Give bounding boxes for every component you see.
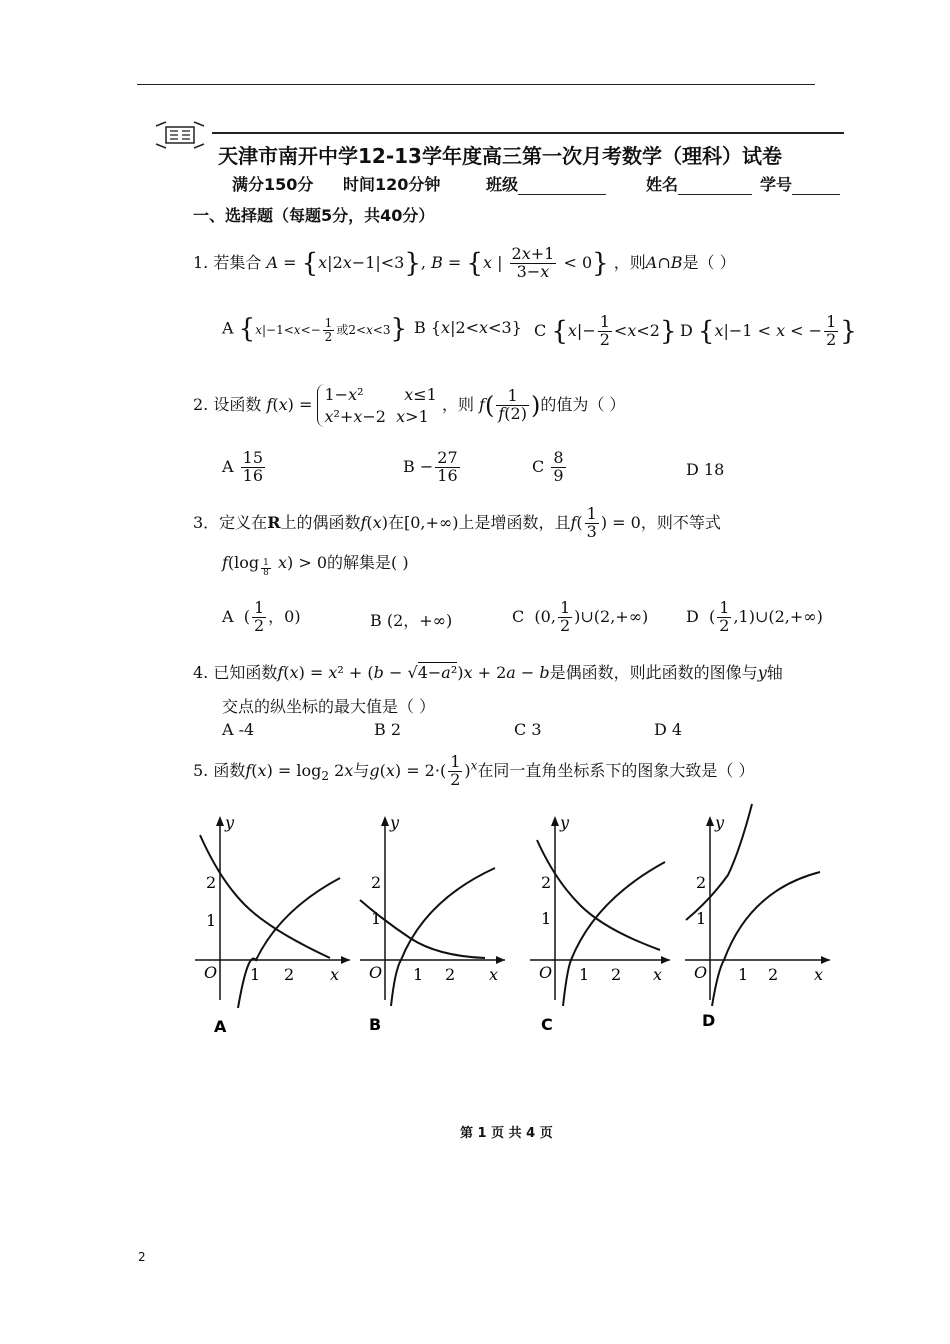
question-3-line1: 3．定义在R上的偶函数f(x)在[0,+∞)上是增函数，且f( $\frac{1}{3}$ ) = 0，则不等式 (193, 504, 721, 541)
graph-b-tick-y1: 1 (371, 909, 382, 928)
q2-option-b-den: 16 (437, 465, 458, 485)
q4-option-b[interactable]: B 2 (374, 720, 402, 739)
graph-d-tick-x2: 2 (768, 965, 779, 984)
section-heading: 一、选择题（每题5分，共40分） (193, 206, 435, 225)
q2-option-a-den: 16 (242, 465, 264, 485)
graph-d-tick-x1: 1 (738, 965, 749, 984)
graph-b-tick-x1: 1 (413, 965, 424, 984)
q3-line1-d: 上是增函数，且 (458, 512, 571, 532)
q1-stem-c: 是（ ） (682, 252, 736, 272)
graph-b-label: B (369, 1015, 382, 1034)
q2-option-a-letter: A (222, 456, 234, 476)
graph-c-origin: O (539, 963, 553, 982)
id-blank[interactable] (792, 180, 840, 195)
graph-c-y-label: y (560, 813, 570, 832)
q4-line1-b: 是偶函数，则此函数的图像与 (549, 663, 758, 682)
q3-option-c[interactable]: C (0, $\frac{1}{2}$ )∪(2,+∞) (512, 598, 649, 635)
q4-option-a[interactable]: A -4 (222, 720, 255, 739)
graph-a[interactable] (195, 813, 350, 1036)
q3-line1-a: 3．定义在 (193, 512, 268, 532)
graph-d-origin: O (694, 963, 708, 982)
q1-option-d-letter: D (680, 320, 693, 340)
q5-stem-a: 5. 函数 (193, 760, 246, 780)
q5-stem-c: 在同一直角坐标系下的图象大致是（ ） (477, 760, 755, 780)
graph-c-x-label: x (653, 965, 663, 984)
graph-a-tick-x1: 1 (250, 965, 261, 984)
graph-b-origin: O (369, 963, 383, 982)
name-field[interactable] (646, 172, 752, 195)
graph-d-label: D (702, 1011, 716, 1030)
question-1-stem: 1. 若集合 A = {x|2x−1|<3}, B = {x | $\frac{2x+1}{3-x}$ < 0} ，则A∩B是（ ） (193, 244, 736, 281)
graph-d-tick-y2: 2 (696, 873, 707, 892)
id-field[interactable] (760, 172, 840, 195)
graph-d-x-label: x (814, 965, 824, 984)
title-rule (212, 132, 844, 134)
q1-option-c-letter: C (534, 320, 547, 340)
q5-graphs (190, 800, 850, 1040)
q5-stem-b: 与 (353, 760, 370, 780)
class-blank[interactable] (518, 180, 606, 195)
q1-option-c[interactable]: C {x|− $\frac{1}{2}$ <x<2} (534, 312, 677, 349)
graph-c-tick-y2: 2 (541, 873, 552, 892)
q3-option-d-letter: D (686, 606, 699, 626)
graph-d-y-label: y (715, 813, 725, 832)
q2-option-c[interactable] (532, 450, 568, 485)
class-label: 班级 (486, 175, 519, 194)
q2-stem-c: 的值为（ ） (540, 395, 626, 415)
graph-c-tick-x2: 2 (611, 965, 622, 984)
q2-stem-b: ，则 (441, 395, 474, 415)
graph-a-x-label: x (330, 965, 340, 984)
q2-option-b-letter: B (403, 456, 415, 476)
graph-b-tick-y2: 2 (371, 873, 382, 892)
question-4-line1: 4. 已知函数f(x) = x² + (b − √4−a²)x + 2a − b是偶函数，则此函数的图像与y轴 (193, 663, 783, 682)
q2-option-a-num: 15 (242, 448, 264, 467)
question-5-stem: 5. 函数$f(x) = \log_2 2x$与g(x) = 2·( $\frac{1}{2}$ )$^x$在同一直角坐标系下的图象大致是（ ） (193, 752, 755, 789)
q1-option-b[interactable]: B {x|2<x<3} (414, 318, 522, 337)
q1-option-a[interactable]: A {x|−1<x<− $\frac{1}{2}$ 或2<x<3} (222, 314, 408, 344)
q3-option-b[interactable]: B (2，+∞) (370, 611, 453, 630)
q2-option-d[interactable]: D 18 (686, 460, 725, 479)
q2-option-a[interactable] (222, 450, 267, 485)
q2-option-b-num: 27 (437, 448, 458, 467)
graph-a-origin: O (204, 963, 218, 982)
q3-option-a[interactable]: A ( $\frac{1}{2}$ ，0) (222, 598, 301, 635)
q3-line1-b: 上的偶函数 (280, 512, 361, 532)
page-footer: 第 1 页 共 4 页 (460, 1126, 553, 1141)
q3-option-a-letter: A (222, 606, 234, 626)
q1-option-b-letter: B (414, 318, 426, 337)
top-rule (137, 84, 815, 85)
name-blank[interactable] (678, 180, 752, 195)
graph-b-x-label: x (489, 965, 499, 984)
q4-line1-c: 轴 (766, 663, 783, 682)
graph-c-tick-x1: 1 (579, 965, 590, 984)
q3-option-c-letter: C (512, 606, 525, 626)
q3-line2-text: 的解集是( ) (327, 553, 409, 572)
graph-b[interactable] (360, 813, 505, 1034)
graph-a-tick-y1: 1 (206, 911, 217, 930)
name-label: 姓名 (646, 175, 679, 194)
graph-c-label: C (541, 1015, 553, 1034)
graph-a-label: A (214, 1017, 227, 1036)
logo-ornament-icon (152, 120, 208, 150)
q2-stem-a: 2. 设函数 (193, 395, 262, 415)
q2-option-c-letter: C (532, 456, 545, 476)
q3-line1-e: ，则不等式 (640, 512, 721, 532)
q4-option-c[interactable]: C 3 (514, 720, 542, 739)
graph-a-tick-y2: 2 (206, 873, 217, 892)
q2-option-b[interactable]: B − $\frac{27}{16}$ (403, 448, 458, 485)
graph-d-tick-y1: 1 (696, 909, 707, 928)
q1-stem-a: 1. 若集合 (193, 252, 262, 272)
graph-b-y-label: y (390, 813, 400, 832)
graph-c-tick-y1: 1 (541, 909, 552, 928)
class-field[interactable] (486, 172, 606, 195)
question-2-stem: 2. 设函数 f(x) = 1−x² x≤1 x²+x−2 x>1 ，则 f( $\frac{1}{f(2)}$ )的值为（ ） (193, 385, 626, 426)
q2-option-c-den: 9 (553, 465, 564, 485)
q3-line1-c: 在 (387, 512, 404, 532)
graph-d[interactable] (685, 804, 830, 1030)
exam-time: 时间120分钟 (343, 175, 441, 194)
graph-c[interactable] (530, 813, 670, 1034)
q3-option-d[interactable]: D ( $\frac{1}{2}$ ,1)∪(2,+∞) (686, 598, 823, 635)
graph-a-y-label: y (225, 813, 235, 832)
question-3-line2: f(log $_{\frac{1}{8}}$ x) > 0的解集是( ) (222, 553, 409, 579)
q4-line1-a: 4. 已知函数 (193, 663, 278, 682)
q2-option-c-num: 8 (553, 448, 564, 467)
q1-option-a-letter: A (222, 318, 234, 338)
q1-stem-b: ，则 (613, 252, 646, 272)
graph-b-tick-x2: 2 (445, 965, 456, 984)
id-label: 学号 (760, 175, 793, 194)
q1-option-d[interactable]: D {x|−1 < x < − $\frac{1}{2}$ } (680, 312, 857, 349)
exam-title: 天津市南开中学12-13学年度高三第一次月考数学（理科）试卷 (218, 144, 782, 168)
q4-option-d[interactable]: D 4 (654, 720, 683, 739)
full-score: 满分150分 (232, 175, 314, 194)
page-number: 2 (138, 1250, 146, 1264)
question-4-line2: 交点的纵坐标的最大值是（ ） (222, 697, 436, 716)
header-logo (152, 120, 208, 150)
graph-a-tick-x2: 2 (284, 965, 295, 984)
